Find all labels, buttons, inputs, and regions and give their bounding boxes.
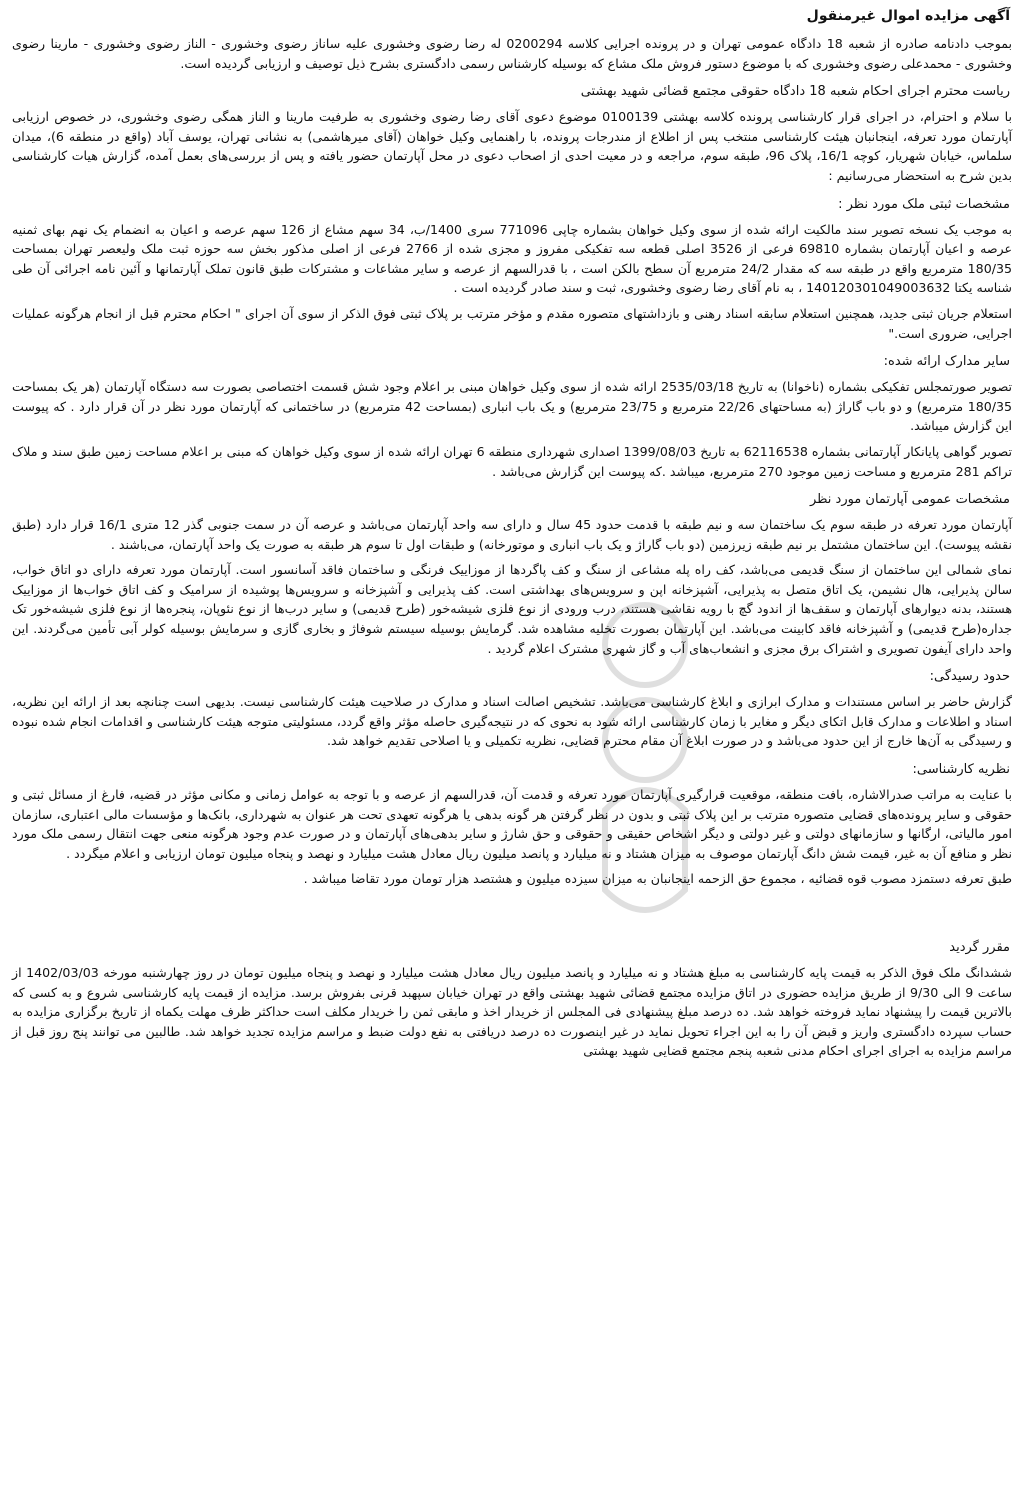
registry-heading: مشخصات ثبتی ملک مورد نظر : — [838, 196, 1010, 212]
notice-title: آگهی مزایده اموال غیرمنقول — [806, 8, 1010, 24]
docs-paragraph-1: تصویر صورتمجلس تفکیکی بشماره (ناخوانا) به تاریخ 2535/03/18 ارائه شده از سوی وکیل خواهان مبنی بر اعلام وجود شش قسمت اختصاصی بصورت سه دستگاه آپارتمان (هر یک بمساحت 180/35 مترمربع) و دو باب گاراژ (به مساحتهای 22/26 مترمربع و 23/75 مترمربع) و یک باب انباری (بمساحت 42 مترمربع) در ساختمانی که آپارتمان مورد نظر در آن قرار دارد . که پیوست این گزارش میباشد. — [12, 379, 1012, 434]
general-heading: مشخصات عمومی آپارتمان مورد نظر — [809, 492, 1010, 508]
section-spacer — [12, 895, 1012, 929]
intro-paragraph: بموجب دادنامه صادره از شعبه 18 دادگاه عمومی تهران و در پرونده اجرایی کلاسه 0200294 له رضا رضوی وخشوری علیه ساناز رضوی وخشوری - الناز رضوی وخشوری - مارینا رضوی وخشوری - محمدعلی رضوی وخشوری که با موضوع دستور فروش ملک مشاع که بوسیله کارشناس رسمی دادگستری بشرح ذیل توصیف و ارزیابی گردیده است. — [12, 36, 1013, 71]
greeting-paragraph: با سلام و احترام، در اجرای قرار کارشناسی پرونده کلاسه بهشتی 0100139 موضوع دعوی آقای رضا رضوی وخشوری به طرفیت مارینا و الناز همگی رضوی وخشوری، در خصوص ارزیابی آپارتمان مورد تعرفه، اینجانبان هیئت کارشناسی منتخب پس از اطلاع از مندرجات پرونده، با راهنمایی وکیل خواهان (آقای میرهاشمی) به نشانی تهران، یوسف آباد (واقع در منطقه 6)، میدان سلماس، خیابان شهریار، کوچه 16/1، پلاک 96، طبقه سوم، مراجعه و در معیت احدی از اصحاب دعوی در محل آپارتمان حضور یافته و پس از بررسی‌های بعمل آمده، گزارش هیات کارشناسی بدین شرح به استحضار می‌رسانیم : — [12, 109, 1012, 183]
registry-paragraph: به موجب یک نسخه تصویر سند مالکیت ارائه شده از سوی وکیل خواهان بشماره چاپی 771096 سری 1400/ب، 34 سهم مشاع از 126 سهم عرصه و اعیان به انضمام یک نهم بهای ثمنیه عرصه و اعیان آپارتمان بشماره 69810 فرعی از 3526 اصلی قطعه سه تفکیکی مفروز و مجزی شده از 2766 فرعی از اصلی مذکور بخش سه حوزه ثبت ملک ولیعصر تهران بمساحت 180/35 مترمربع واقع در طبقه سه که مقدار 24/2 مترمربع آن سطح بالکن است ، با قدرالسهم از عرصه و سایر مشاعات و مشترکات طبق قانون تملک آپارتمانها و آئین نامه اجرائی آن طی شناسه یکتا 140120301049003632 ، به نام آقای رضا رضوی وخشوری، ثبت و سند صادر گردیده است . — [12, 221, 1013, 296]
docs-heading: سایر مدارک ارائه شده: — [883, 354, 1010, 370]
limits-paragraph: گزارش حاضر بر اساس مستندات و مدارک ابرازی و ابلاغ کارشناسی می‌باشد. تشخیص اصالت اسناد و مدارک در صلاحیت هیئت کارشناسی نیست. بدیهی است چنانچه بعد از ارائه این نظریه، اسناد و اطلاعات و مدارک قابل اتکای دیگر و مغایر با زمان کارشناسی ارائه شود به نحوی که در نتیجه‌گیری حاصله مؤثر واقع گردد، مسئولیتی متوجه هیئت کارشناسی و اقدامات انجام شده نبوده و رسیدگی به آن‌ها خارج از این حدود می‌باشد و در صورت ابلاغ آن مقام محترم قضایی، نظریه تکمیلی و یا اصلاحی تقدیم خواهد شد. — [12, 694, 1012, 749]
decree-heading: مقرر گردید — [949, 940, 1010, 955]
docs-paragraph-2: تصویر گواهی پایانکار آپارتمانی بشماره 62116538 به تاریخ 1399/08/03 اصداری شهرداری منطقه 6 تهران ارائه شده از سوی وکیل خواهان که مبنی بر اعلام مساحت زمین طبق سند و ملاک تراکم 281 مترمربع و مساحت زمین موجود 270 مترمربع، میباشد .که پیوست این گزارش می‌باشد . — [12, 443, 1012, 479]
general-paragraph-1: آپارتمان مورد تعرفه در طبقه سوم یک ساختمان سه و نیم طبقه با قدمت حدود 45 سال و دارای سه واحد آپارتمان می‌باشد و عرصه آن در سمت جنوبی گذر 12 متری 16/1 قرار دارد (طبق نقشه پیوست). این ساختمان مشتمل بر نیم طبقه زیرزمین (دو باب گاراژ و یک باب انباری و موتورخانه) و طبقات اول تا سوم هر طبقه به صورت یک واحد آپارتمان، می‌باشند . — [12, 517, 1012, 552]
opinion-paragraph: با عنایت به مراتب صدرالاشاره، بافت منطقه، موقعیت قرارگیری آپارتمان مورد تعرفه و قدمت آن، قدرالسهم از عرصه و با توجه به عوامل زمانی و مکانی مؤثر در قضیه، فارغ از مسائل ثبتی و حقوقی و سایر پرونده‌های قضایی متصوره مترتب بر این پلاک ثبتی و بدون در نظر گرفتن هر گونه بدهی یا هرگونه تعهدی تحت هر عنوان به شهرداری، بانک‌ها و مؤسسات مالی اعتباری، سازمان امور مالیاتی، ارگانها و سازمانهای دولتی و غیر دولتی و دیگر اشخاص حقیقی و حقوقی و حق شارژ و سایر بدهی‌های آپارتمان و در صورت عدم وجود هرگونه منعی جهت انتقال رسمی ملک مورد نظر و منافع آن به غیر، قیمت شش دانگ آپارتمان موصوف به میزان هشتاد و نه میلیارد و پانصد میلیون ریال معادل هشت میلیارد و نهصد و پنجاه میلیون تومان ارزیابی و اعلام میگردد . — [12, 787, 1012, 861]
decree-paragraph: ششدانگ ملک فوق الذکر به قیمت پایه کارشناسی به مبلغ هشتاد و نه میلیارد و پانصد میلیون ریال معادل هشت میلیارد و نهصد و پنجاه میلیون تومان در روز چهارشنبه مورخه 1402/03/03 از ساعت 9 الی 9/30 از طریق مزایده حضوری در اتاق مزایده مجتمع قضائی شهید بهشتی واقع در تهران خیابان سپهبد قرنی بفروش برسد. مزایده از قیمت پایه کارشناسی شروع و به کسی که بالاترین قیمت را پیشنهاد نماید فروخته خواهد شد. ده درصد مبلغ پیشنهادی فی المجلس از خریدار اخذ و مابقی ثمن را خریدار مکلف است حداکثر ظرف مهلت یکماه از تاریخ برگزاری مزایده به حساب سپرده دادگستری واریز و قبض آن را به این اجراء تحویل نماید در غیر اینصورت ده درصد دریافتی به نفع دولت ضبط و مراسم مزایده تجدید خواهد شد. طالبین می توانند پنج روز قبل از مراسم مزایده به اجرای اجرای احکام مدنی شعبه پنجم مجتمع قضایی شهید بهشتی — [12, 965, 1012, 1059]
addressee-line: ریاست محترم اجرای احکام شعبه 18 دادگاه حقوقی مجتمع قضائی شهید بهشتی — [580, 84, 1010, 100]
opinion-heading: نظریه کارشناسی: — [912, 762, 1010, 778]
inquiry-paragraph: استعلام جریان ثبتی جدید، همچنین استعلام سابقه اسناد رهنی و بازداشتهای متصوره مقدم و مؤخر مترتب بر پلاک ثبتی فوق الذکر از سوی آن اجرای " احکام محترم قبل از انجام هرگونه عملیات اجرایی، ضروری است." — [12, 305, 1012, 341]
fee-paragraph: طبق تعرفه دستمزد مصوب قوه قضائیه ، مجموع حق الزحمه اینجانبان به میزان سیزده میلیون و هشتصد هزار تومان مورد تقاضا میباشد . — [303, 871, 1012, 887]
limits-heading: حدود رسیدگی: — [929, 669, 1010, 685]
general-paragraph-2: نمای شمالی این ساختمان از سنگ قدیمی می‌باشد، کف راه پله مشاعی از سنگ و کف پاگردها از موزاییک فرنگی و ساختمان فاقد آسانسور است. آپارتمان مورد تعرفه دارای دو اتاق خواب، سالن پذیرایی، هال نشیمن، یک اتاق متصل به پذیرایی، آشپزخانه اپن و سرویس‌های بهداشتی است. کف پذیرایی و آشپزخانه و سرویس‌ها پوشیده از سرامیک و کف اتاق خواب‌ها از موزاییک هستند، بدنه دیوارهای آپارتمان و سقف‌ها از اندود گچ با رویه نقاشی هستند، درب ورودی از نوع فلزی شیشه‌خور (طرح قدیمی) و سایر درب‌ها از نوع نئوپان، پنجره‌ها از نوع فلزی شیشه‌خور تک جداره(طرح قدیمی) و آشپزخانه فاقد کابینت می‌باشد. این آپارتمان بصورت تخلیه مشاهده شد. گرمایش بوسیله سیستم شوفاژ و بخاری گازی و سرمایش بوسیله کولر آبی تأمین می‌گردند. این واحد دارای آیفون تصویری و اشتراک برق مجزی و انشعاب‌های آب و گاز شهری مشترک اعلام گردید . — [12, 562, 1012, 656]
